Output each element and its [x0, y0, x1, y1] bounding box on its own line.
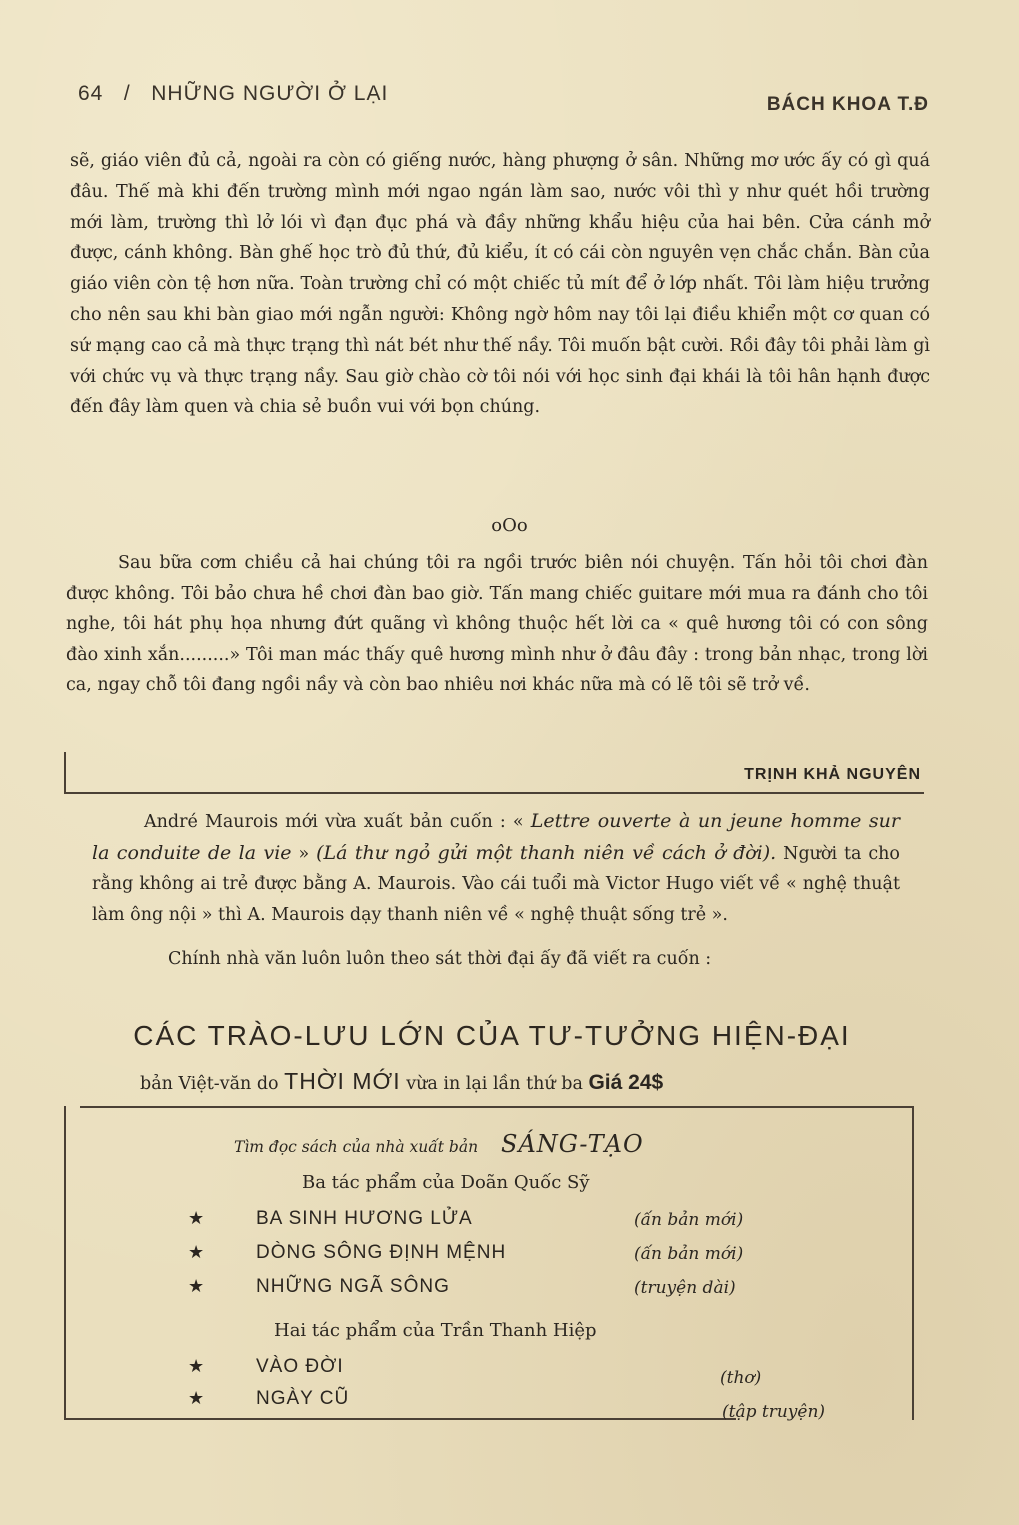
star-icon: ★ — [188, 1276, 205, 1297]
book-title: DÒNG SÔNG ĐỊNH MỆNH — [256, 1242, 507, 1263]
list-item — [96, 1242, 896, 1274]
article-body-2 — [66, 548, 928, 701]
book-title: VÀO ĐỜI — [256, 1356, 344, 1377]
divider — [64, 792, 924, 794]
list-item — [96, 1356, 896, 1388]
magazine-name: BÁCH KHOA T.Đ — [766, 94, 929, 115]
publisher-name: THỜI MỚI — [284, 1068, 401, 1094]
star-icon: ★ — [188, 1208, 205, 1229]
author-signature: TRỊNH KHẢ NGUYÊN — [744, 766, 921, 783]
publisher-brand: SÁNG-TẠO — [501, 1130, 644, 1158]
section-title: NHỮNG NGƯỜI Ở LẠI — [151, 82, 389, 105]
book-note: (ấn bản mới) — [634, 1210, 744, 1230]
divider — [912, 1106, 914, 1420]
featured-book-title: CÁC TRÀO-LƯU LỚN CỦA TƯ-TƯỞNG HIỆN-ĐẠI — [133, 1020, 851, 1051]
book-note: (thơ) — [720, 1368, 762, 1388]
list-item — [96, 1208, 896, 1240]
article-paragraph-1: sẽ, giáo viên đủ cả, ngoài ra còn có giếng nước, hàng phượng ở sân. Những mơ ước ấy có gì quá đâu. Thế mà khi đến trường mình mới ngao ngán làm sao, nước vôi thì y như quét hồi trường mới làm, trường thì lở lói vì đạn đục phá và đầy những khẩu hiệu của hai bên. Cửa cánh mở được, cánh không. Bàn ghế học trò đủ thứ, đủ kiểu, ít có cái còn nguyên vẹn chắc chắn. Bàn của giáo viên còn tệ hơn nữa. Toàn trường chỉ có một chiếc tủ mít để ở lớp nhất. Tôi làm hiệu trưởng cho nên sau khi bàn giao mới ngẫn người: Không ngờ hôm nay tôi lại điều khiển một cơ quan có sứ mạng cao cả mà thực trạng thì nát bét như thế nầy. Tôi muốn bật cười. Rồi đây tôi phải làm gì với chức vụ và thực trạng nầy. Sau giờ chào cờ tôi nói với học sinh đại khái là tôi hân hạnh được đến đây làm quen và chia sẻ buồn vui với bọn chúng. — [70, 151, 930, 418]
print-info: bản Việt-văn do THỜI MỚI vừa in lại lần thứ ba Giá 24$ — [140, 1068, 664, 1094]
book-advertisement — [92, 806, 900, 975]
book-note: (truyện dài) — [634, 1278, 736, 1298]
divider — [80, 1106, 912, 1108]
ad-description: André Maurois mới vừa xuất bản cuốn : « Lettre ouverte à un jeune homme sur la conduite de la vie » (Lá thư ngỏ gửi một thanh niên về cách ở đời). Người ta cho rằng không ai trẻ được bằng A. Maurois. Vào cái tuổi mà Victor Hugo viết về « nghệ thuật làm ông nội » thì A. Maurois dạy thanh niên về « nghệ thuật sống trẻ ». — [92, 810, 900, 925]
book-title-french: Lettre ouverte à un jeune homme sur la conduite de la vie — [92, 810, 900, 864]
divider — [64, 752, 66, 794]
author-group-1: Ba tác phẩm của Doãn Quốc Sỹ — [302, 1172, 590, 1193]
list-item — [96, 1388, 896, 1420]
book-title: BA SINH HƯƠNG LỬA — [256, 1208, 473, 1229]
book-title: NHỮNG NGÃ SÔNG — [256, 1276, 450, 1297]
star-icon: ★ — [188, 1388, 205, 1409]
list-item — [96, 1276, 896, 1308]
book-title: NGÀY CŨ — [256, 1388, 350, 1409]
price: Giá 24$ — [588, 1071, 664, 1094]
header-slash: / — [123, 82, 131, 105]
book-title-vietnamese: (Lá thư ngỏ gửi một thanh niên về cách ở đời). — [316, 841, 777, 864]
divider — [64, 1106, 66, 1420]
page-number: 64 — [78, 82, 104, 105]
book-note: (tập truyện) — [722, 1402, 826, 1422]
star-icon: ★ — [188, 1356, 205, 1377]
publisher-heading: Tìm đọc sách của nhà xuất bản SÁNG-TẠO — [234, 1130, 644, 1158]
book-note: (ấn bản mới) — [634, 1244, 744, 1264]
running-head — [78, 82, 388, 106]
article-body — [70, 146, 930, 423]
star-icon: ★ — [188, 1242, 205, 1263]
section-separator: oOo — [491, 515, 528, 536]
page-header — [78, 82, 929, 118]
ad-lead-in: Chính nhà văn luôn luôn theo sát thời đại ấy đã viết ra cuốn : — [168, 949, 712, 969]
author-group-2: Hai tác phẩm của Trần Thanh Hiệp — [274, 1320, 597, 1341]
article-paragraph-2: Sau bữa cơm chiều cả hai chúng tôi ra ngồi trước biên nói chuyện. Tấn hỏi tôi chơi đàn được không. Tôi bảo chưa hề chơi đàn bao giờ. Tấn mang chiếc guitare mới mua ra đánh cho tôi nghe, tôi hát phụ họa nhưng đứt quãng vì không thuộc hết lời ca « quê hương tôi có con sông đào xinh xắn.........» Tôi man mác thấy quê hương mình như ở đâu đây : trong bản nhạc, trong lời ca, ngay chỗ tôi đang ngồi nầy và còn bao nhiêu nơi khác nữa mà có lẽ tôi sẽ trở về. — [66, 553, 928, 696]
